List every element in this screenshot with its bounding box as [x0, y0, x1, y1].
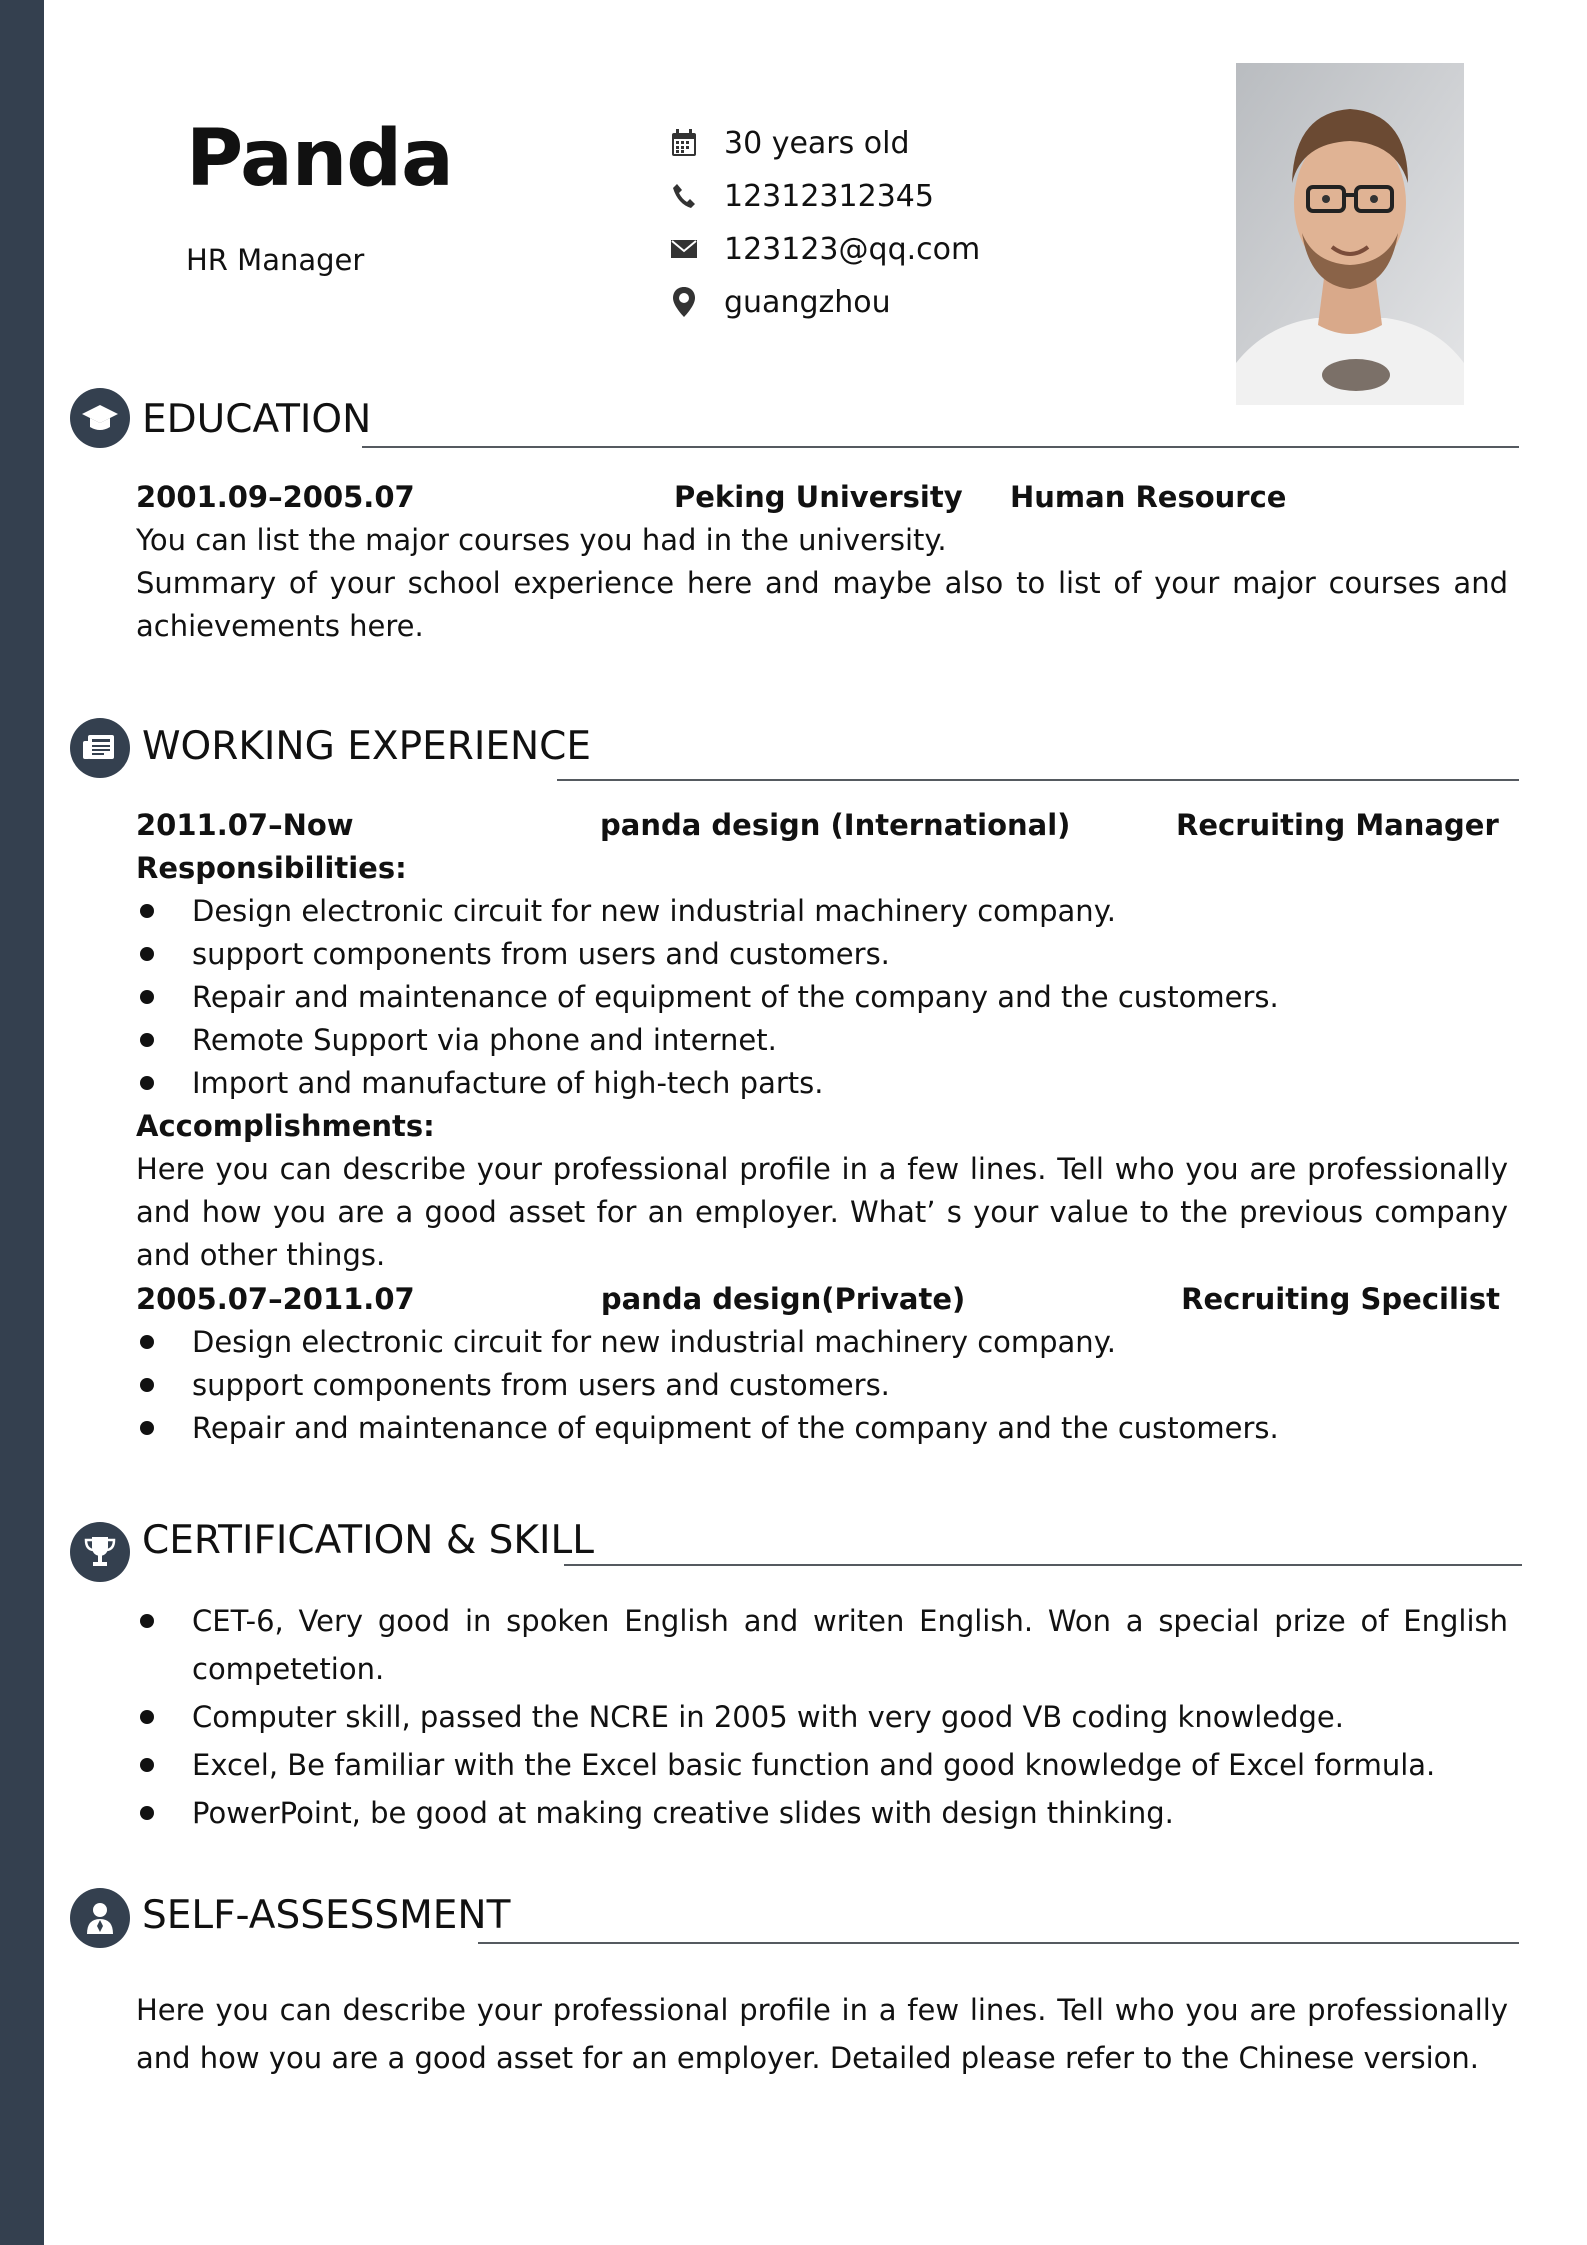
contact-text: 30 years old: [724, 125, 910, 161]
education-school: Peking University: [674, 480, 963, 514]
education-major: Human Resource: [1010, 480, 1287, 514]
job-company: panda design(Private): [600, 1282, 966, 1316]
duties-list: [136, 1321, 1508, 1450]
candidate-name: Panda: [186, 114, 453, 204]
skills-heading: CERTIFICATION & SKILL: [142, 1518, 594, 1563]
work-heading: WORKING EXPERIENCE: [142, 724, 592, 769]
list-item: Design electronic circuit for new industrial machinery company.: [136, 1321, 1508, 1364]
contact-location: [666, 282, 891, 322]
education-row: [136, 476, 1500, 519]
skills-list: [136, 1597, 1508, 1837]
section-divider: [478, 1942, 1519, 1944]
list-item: Computer skill, passed the NCRE in 2005 with very good VB coding knowledge.: [136, 1693, 1508, 1741]
self-heading: SELF-ASSESSMENT: [142, 1893, 511, 1938]
job-row: [136, 804, 1500, 847]
section-divider: [362, 446, 1519, 448]
education-courses: You can list the major courses you had in the university.: [136, 523, 947, 557]
list-item: Remote Support via phone and internet.: [136, 1019, 1508, 1062]
contact-text: guangzhou: [724, 284, 891, 320]
contact-age: [666, 123, 910, 163]
list-item: Repair and maintenance of equipment of the company and the customers.: [136, 976, 1508, 1019]
job-row: [136, 1278, 1500, 1321]
education-summary: Summary of your school experience here and maybe also to list of your major courses and achievements here.: [136, 566, 1508, 643]
list-item: Repair and maintenance of equipment of the company and the customers.: [136, 1407, 1508, 1450]
accomplishments-label: Accomplishments:: [136, 1109, 435, 1143]
location-pin-icon: [666, 284, 702, 320]
responsibilities-list: [136, 890, 1508, 1105]
responsibilities-label: Responsibilities:: [136, 851, 407, 885]
profile-photo: [1236, 63, 1464, 405]
list-item: Excel, Be familiar with the Excel basic function and good knowledge of Excel formula.: [136, 1741, 1508, 1789]
mail-icon: [666, 231, 702, 267]
section-divider: [564, 1564, 1522, 1566]
phone-icon: [666, 178, 702, 214]
contact-phone: [666, 176, 934, 216]
contact-text: 123123@qq.com: [724, 231, 981, 267]
contact-email: [666, 229, 980, 269]
job-company: panda design (International): [600, 808, 1071, 842]
list-item: support components from users and customers.: [136, 1364, 1508, 1407]
list-item: Import and manufacture of high-tech parts.: [136, 1062, 1508, 1105]
accomplishments-text: Here you can describe your professional profile in a few lines. Tell who you are professionally and how you are a good asset for an employer. What’ s your value to the previous company and other things.: [136, 1152, 1508, 1272]
job-dates: 2011.07–Now: [136, 808, 354, 842]
calendar-icon: [666, 125, 702, 161]
contact-text: 12312312345: [724, 178, 934, 214]
trophy-icon: [70, 1522, 130, 1582]
list-item: PowerPoint, be good at making creative slides with design thinking.: [136, 1789, 1508, 1837]
newspaper-icon: [70, 718, 130, 778]
person-icon: [70, 1888, 130, 1948]
job-position: Recruiting Specilist: [1181, 1282, 1500, 1316]
education-dates: 2001.09–2005.07: [136, 480, 415, 514]
job-dates: 2005.07–2011.07: [136, 1282, 415, 1316]
list-item: support components from users and customers.: [136, 933, 1508, 976]
list-item: Design electronic circuit for new industrial machinery company.: [136, 890, 1508, 933]
education-heading: EDUCATION: [142, 397, 372, 442]
sidebar-bar: [0, 0, 44, 2245]
list-item: CET-6, Very good in spoken English and writen English. Won a special prize of English competetion.: [136, 1597, 1508, 1693]
graduation-cap-icon: [70, 388, 130, 448]
section-divider: [557, 779, 1519, 781]
self-assessment-text: Here you can describe your professional profile in a few lines. Tell who you are professionally and how you are a good asset for an employer. Detailed please refer to the Chinese version.: [136, 1993, 1508, 2075]
candidate-title: HR Manager: [186, 243, 365, 277]
job-position: Recruiting Manager: [1176, 808, 1499, 842]
